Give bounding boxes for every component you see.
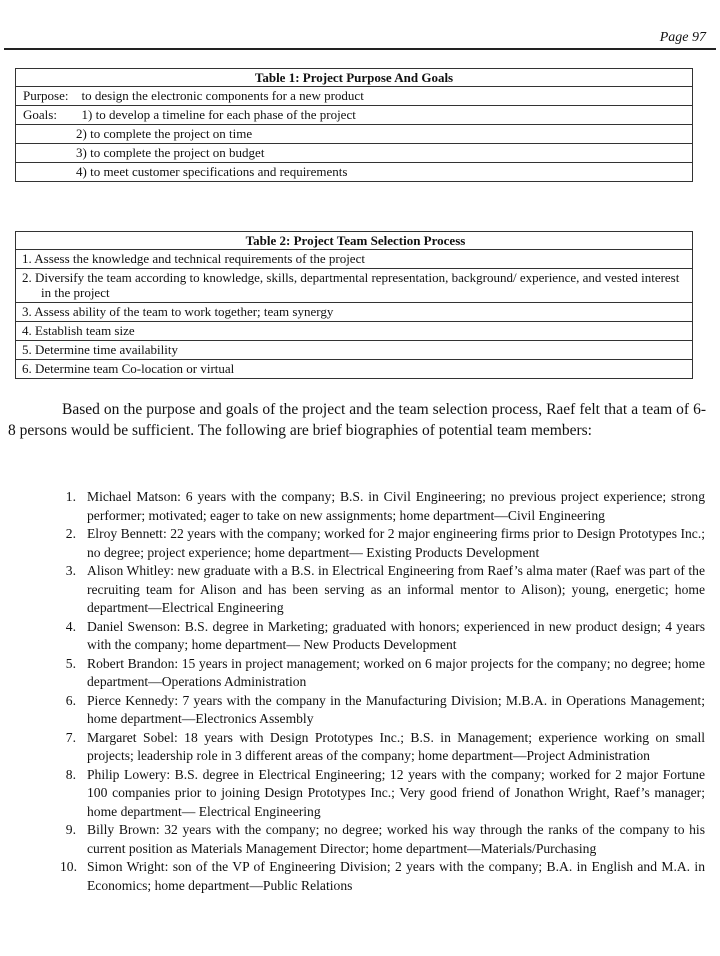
selection-step: 1. Assess the knowledge and technical requirements of the project: [16, 250, 693, 269]
table1-caption: Table 1: Project Purpose And Goals: [16, 69, 693, 87]
biography-item: [60, 562, 705, 618]
biography-item: [60, 525, 705, 562]
goal-item: 3) to complete the project on budget: [16, 144, 693, 163]
biography-number: 7.: [65, 729, 76, 745]
biography-text: Michael Matson: 6 years with the company; B.S. in Civil Engineering; no previous project experience; strong performer; motivated; eager to take on new assignments; home department—Civil Engineering: [87, 489, 705, 523]
biography-number: 1.: [65, 489, 76, 504]
biography-text: Robert Brandon: 15 years in project management; worked on 6 major projects for the company; no degree; home department—Operations Administration: [87, 655, 705, 689]
biography-number: 8.: [65, 766, 76, 782]
goals-label: Goals:: [16, 106, 76, 125]
biography-number: 2.: [65, 526, 76, 541]
biography-item: [60, 692, 705, 729]
biography-number: 3.: [65, 563, 76, 578]
biography-item: [60, 655, 705, 692]
goal-item: 2) to complete the project on time: [16, 125, 693, 144]
biography-text: Elroy Bennett: 22 years with the company; worked for 2 major engineering firms prior to Design Prototypes Inc.; no degree; project experience; home department— Existing Products Development: [87, 526, 705, 560]
selection-step: 5. Determine time availability: [16, 341, 693, 360]
intro-paragraph: Based on the purpose and goals of the project and the team selection process, Raef felt that a team of 6-8 persons would be sufficient. The following are brief biographies of potential team members:: [8, 401, 706, 439]
biography-text: Alison Whitley: new graduate with a B.S. in Electrical Engineering from Raef’s alma mater (Raef was part of the recruiting team for Alison and has been serving as an informal mentor to Alison); young, energetic; home department—Electrical Engineering: [87, 563, 705, 615]
biography-number: 5.: [65, 655, 76, 671]
biography-item: [60, 821, 705, 858]
biography-item: [60, 858, 705, 895]
biography-text: Philip Lowery: B.S. degree in Electrical Engineering; 12 years with the company; worked for 2 major Fortune 100 companies prior to joining Design Prototypes Inc.; Very good friend of Jonathon Wright, Raef’s manager; home department— Electrical Engineering: [87, 766, 705, 819]
biography-item: [60, 618, 705, 655]
selection-step: 4. Establish team size: [16, 322, 693, 341]
table2-caption: Table 2: Project Team Selection Process: [16, 232, 693, 250]
selection-step-text: 2. Diversify the team according to knowledge, skills, departmental representation, background/ experience, and vested interest in the project: [22, 270, 680, 300]
goal-item: 4) to meet customer specifications and requirements: [16, 163, 693, 182]
purpose-value: to design the electronic components for a new product: [76, 87, 693, 106]
selection-step: 3. Assess ability of the team to work together; team synergy: [16, 303, 693, 322]
biography-text: Billy Brown: 32 years with the company; no degree; worked his way through the ranks of the company to his current position as Materials Management Director; home department—Materials/Purchasing: [87, 822, 705, 856]
biography-text: Daniel Swenson: B.S. degree in Marketing; graduated with honors; experienced in new product design; 4 years with the company; home department— New Products Development: [87, 618, 705, 652]
biography-number: 6.: [65, 692, 76, 708]
selection-step: 6. Determine team Co-location or virtual: [16, 360, 693, 379]
biography-text: Pierce Kennedy: 7 years with the company in the Manufacturing Division; M.B.A. in Operations Management; home department—Electronics Assembly: [87, 692, 705, 726]
biography-number: 9.: [65, 822, 76, 837]
purpose-goals-table: [15, 68, 693, 182]
biography-text: Margaret Sobel: 18 years with Design Prototypes Inc.; B.S. in Management; experience working on small projects; leadership role in 3 different areas of the company; home department—Project Administration: [87, 729, 705, 763]
biography-item: [60, 729, 705, 766]
goal-item: 1) to develop a timeline for each phase of the project: [76, 106, 693, 125]
page-number: Page 97: [659, 30, 706, 45]
biography-item: [60, 766, 705, 822]
selection-step: [16, 269, 693, 303]
biography-text: Simon Wright: son of the VP of Engineering Division; 2 years with the company; B.A. in English and M.A. in Economics; home department—Public Relations: [87, 859, 705, 893]
biography-list: [60, 488, 705, 895]
header-rule: [4, 48, 716, 50]
biography-number: 10.: [60, 859, 77, 874]
team-selection-table: [15, 231, 693, 379]
purpose-label: Purpose:: [16, 87, 76, 106]
biography-item: [60, 488, 705, 525]
biography-number: 4.: [65, 618, 76, 634]
